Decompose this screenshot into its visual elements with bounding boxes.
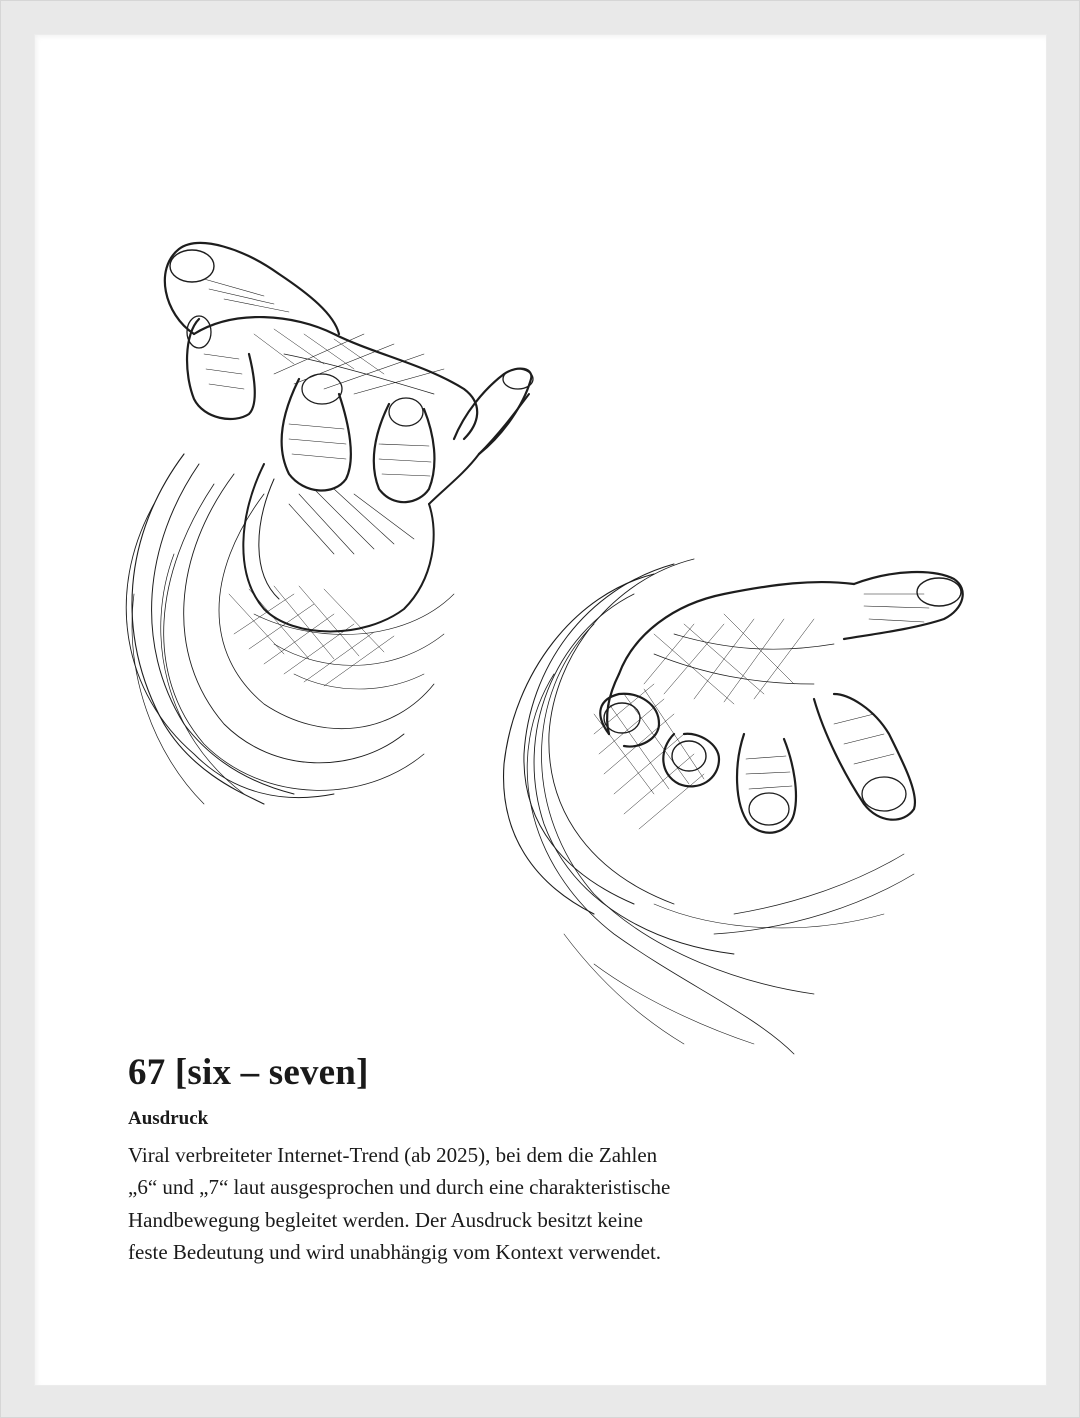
definition-line: Handbewegung begleitet werden. Der Ausdruck besitzt keine	[128, 1207, 643, 1232]
entry-headword: 67 [six – seven]	[128, 1052, 369, 1093]
dictionary-entry	[128, 1054, 808, 1269]
right-hand-sketch	[504, 559, 963, 1054]
definition-line: „6“ und „7“ laut ausgesprochen und durch eine charakteristische	[128, 1175, 671, 1200]
left-hand-sketch	[126, 243, 533, 804]
definition-line: feste Bedeutung und wird unabhängig vom Kontext verwendet.	[128, 1240, 662, 1265]
entry-part-of-speech: Ausdruck	[128, 1108, 209, 1129]
entry-definition	[128, 1139, 808, 1269]
definition-line: Viral verbreiteter Internet-Trend (ab 2025), bei dem die Zahlen	[128, 1142, 658, 1167]
poster-paper	[34, 34, 1047, 1386]
